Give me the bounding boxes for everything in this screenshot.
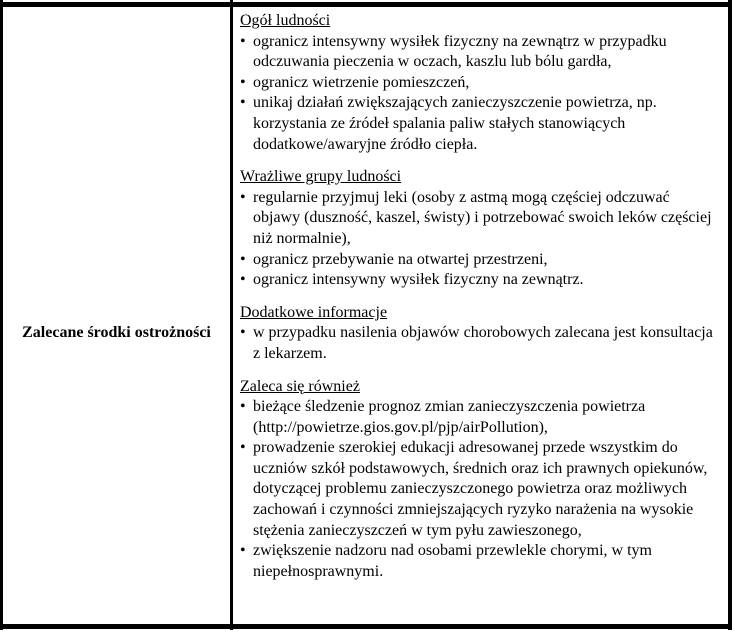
- bullet-item: [240, 188, 715, 250]
- section-heading: Ogół ludności: [240, 12, 331, 29]
- bullet-text: zwiększenie nadzoru nad osobami przewlekle chorymi, w tym niepełnosprawnymi.: [253, 542, 652, 580]
- bullet-text: prowadzenie szerokiej edukacji adresowanej przede wszystkim do uczniów szkół podstawowych, średnich oraz ich prawnych opiekunów, dotyczącej problemu zanieczyszczonego powietrza oraz możliwych zachowań i czynności zmniejszających ryzyko narażenia na wysokie stężenia zanieczyszczeń w tym pyłu zawieszonego,: [253, 439, 708, 539]
- bullet-text: unikaj działań zwiększających zanieczyszczenie powietrza, np. korzystania ze źródeł spalania paliw stałych stanowiących dodatkowe/awaryjne źródło ciepła.: [253, 94, 657, 153]
- row-content-cell: [233, 7, 728, 624]
- bullet-text: ogranicz intensywny wysiłek fizyczny na zewnątrz w przypadku odczuwania pieczenia w oczach, kaszlu lub bólu gardła,: [253, 32, 667, 71]
- bullet-item: [240, 270, 715, 291]
- section-sensitive-groups: [240, 167, 715, 291]
- bullet-item: [240, 32, 715, 73]
- bullet-item: [240, 541, 715, 582]
- bullet-text: ogranicz przebywanie na otwartej przestrzeni,: [253, 250, 548, 268]
- table-border-bottom: [0, 624, 732, 629]
- section-heading: Dodatkowe informacje: [240, 303, 388, 321]
- section-also-recommended: [240, 377, 715, 583]
- bullet-item: [240, 73, 715, 94]
- bullet-item: [240, 397, 715, 438]
- bullet-icon: •: [240, 439, 246, 457]
- section-general-population: [240, 11, 715, 155]
- bullet-icon: •: [240, 271, 246, 289]
- row-label: Zalecane środki ostrożności: [22, 323, 211, 341]
- section-heading: Wrażliwe grupy ludności: [240, 168, 402, 186]
- bullet-item: [240, 438, 715, 541]
- bullet-icon: •: [240, 94, 246, 112]
- bullet-item: [240, 93, 715, 155]
- bullet-text: ogranicz wietrzenie pomieszczeń,: [253, 73, 470, 91]
- bullet-icon: •: [240, 324, 246, 342]
- bullet-icon: •: [240, 250, 246, 268]
- row-header-cell: [3, 7, 230, 624]
- section-additional-info: [240, 303, 715, 365]
- bullet-icon: •: [240, 398, 246, 416]
- table-border-right: [728, 0, 732, 630]
- bullet-icon: •: [240, 188, 246, 206]
- bullet-item: [240, 250, 715, 271]
- bullet-icon: •: [240, 542, 246, 560]
- bullet-text: w przypadku nasilenia objawów chorobowych zalecana jest konsultacja z lekarzem.: [253, 324, 713, 362]
- bullet-text: bieżące śledzenie prognoz zmian zanieczyszczenia powietrza (http://powietrze.gios.gov.pl/pjp/airPollution),: [253, 398, 646, 436]
- bullet-text: regularnie przyjmuj leki (osoby z astmą mogą częściej odczuwać objawy (duszność, kaszel, świsty) i potrzebować swoich leków częściej niż normalnie),: [253, 188, 712, 247]
- bullet-icon: •: [240, 32, 246, 50]
- bullet-icon: •: [240, 73, 246, 91]
- bullet-item: [240, 323, 715, 364]
- section-heading: Zaleca się również: [240, 377, 360, 395]
- bullet-text: ogranicz intensywny wysiłek fizyczny na zewnątrz.: [253, 271, 584, 289]
